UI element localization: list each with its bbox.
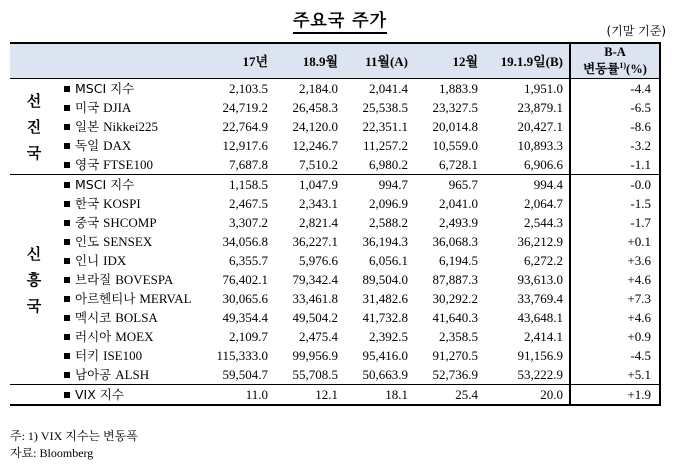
change-header-label: 변동률 <box>583 62 620 77</box>
value-cell: 43,648.1 <box>517 310 563 325</box>
value-cell: 91,156.9 <box>517 348 563 363</box>
value-cell: 33,461.8 <box>292 291 338 306</box>
bullet-icon <box>64 353 70 359</box>
source-note: 자료: Bloomberg <box>10 446 94 460</box>
value-cell: 6,056.1 <box>369 253 408 268</box>
value-cell: 93,613.0 <box>517 272 563 287</box>
index-ticker: SHCOMP <box>103 215 157 230</box>
value-cell: 24,120.0 <box>292 119 338 134</box>
index-name <box>58 175 204 195</box>
bullet-icon <box>64 258 70 264</box>
value-cell: 34,056.8 <box>222 234 268 249</box>
bullet-icon <box>64 392 70 398</box>
bullet-icon <box>64 315 70 321</box>
value-cell: 2,103.5 <box>229 81 268 96</box>
index-ticker: IDX <box>103 253 127 268</box>
index-name <box>58 232 204 251</box>
index-country: 일본 <box>75 119 104 134</box>
value-cell: 2,064.7 <box>524 196 563 211</box>
index-name <box>58 136 204 155</box>
col-header-11-a: 11월(A) <box>344 43 414 79</box>
index-country: 인도 <box>75 234 104 249</box>
change-cell: -4.5 <box>570 346 660 365</box>
col-header-change <box>570 43 660 79</box>
value-cell: 6,728.1 <box>439 157 478 172</box>
value-cell: 2,109.7 <box>229 329 268 344</box>
page-title <box>0 6 680 31</box>
table-row <box>10 308 660 327</box>
value-cell: 12.1 <box>274 385 344 406</box>
value-cell: 965.7 <box>414 175 484 195</box>
value-cell: 23,327.5 <box>432 100 478 115</box>
change-cell: -1.5 <box>570 194 660 213</box>
value-cell: 49,504.2 <box>292 310 338 325</box>
index-name <box>58 155 204 175</box>
index-ticker: SENSEX <box>103 234 153 249</box>
table-row <box>10 365 660 385</box>
value-cell: 87,887.3 <box>432 272 478 287</box>
value-cell: 115,333.0 <box>216 348 268 363</box>
col-header-18-9: 18.9월 <box>274 43 344 79</box>
value-cell: 20,427.1 <box>517 119 563 134</box>
table-row <box>10 117 660 136</box>
change-cell: -3.2 <box>570 136 660 155</box>
value-cell: 55,708.5 <box>292 367 338 382</box>
value-cell: 24,719.2 <box>222 100 268 115</box>
change-cell: +1.9 <box>570 385 660 406</box>
change-cell: +3.6 <box>570 251 660 270</box>
index-country: 아르헨티나 <box>75 291 140 306</box>
group-label-text: 선진국 <box>26 91 42 162</box>
table-row <box>10 194 660 213</box>
index-name <box>58 346 204 365</box>
value-cell: 2,096.9 <box>369 196 408 211</box>
index-country: 중국 <box>75 215 104 230</box>
value-cell: 994.7 <box>344 175 414 195</box>
change-cell: +7.3 <box>570 289 660 308</box>
value-cell: 89,504.0 <box>362 272 408 287</box>
index-name <box>58 213 204 232</box>
change-header-sup: 1) <box>619 61 627 71</box>
change-header-line1: B-A <box>604 45 626 60</box>
group-label-blank <box>10 385 58 406</box>
value-cell: 36,068.3 <box>432 234 478 249</box>
table-row <box>10 385 660 406</box>
index-ticker: ALSH <box>115 367 150 382</box>
index-country: 브라질 <box>75 272 116 287</box>
value-cell: 5,976.6 <box>299 253 338 268</box>
group-label-advanced <box>10 79 58 175</box>
table-row <box>10 327 660 346</box>
value-cell: 31,482.6 <box>362 291 408 306</box>
value-cell: 36,227.1 <box>292 234 338 249</box>
index-country: 영국 <box>75 157 104 172</box>
index-name <box>58 98 204 117</box>
table-row <box>10 136 660 155</box>
value-cell: 23,879.1 <box>517 100 563 115</box>
value-cell: 33,769.4 <box>517 291 563 306</box>
value-cell: 12,246.7 <box>292 138 338 153</box>
value-cell: 10,559.0 <box>432 138 478 153</box>
value-cell: 25,538.5 <box>362 100 408 115</box>
change-header-unit: (%) <box>626 62 647 77</box>
index-ticker: KOSPI <box>103 196 141 211</box>
value-cell: 25.4 <box>414 385 484 406</box>
index-ticker: ISE100 <box>103 348 143 363</box>
index-ticker: DAX <box>103 138 132 153</box>
bullet-icon <box>64 105 70 111</box>
change-cell: +4.6 <box>570 270 660 289</box>
value-cell: 3,307.2 <box>229 215 268 230</box>
value-cell: 41,640.3 <box>432 310 478 325</box>
col-header-19-1-9-b: 19.1.9일(B) <box>484 43 570 79</box>
change-cell: -6.5 <box>570 98 660 117</box>
table-row <box>10 251 660 270</box>
value-cell: 2,041.0 <box>439 196 478 211</box>
index-ticker: BOLSA <box>115 310 158 325</box>
value-cell: 79,342.4 <box>292 272 338 287</box>
value-cell: 6,272.2 <box>524 253 563 268</box>
value-cell: 2,041.4 <box>369 81 408 96</box>
bullet-icon <box>64 296 70 302</box>
index-country: MSCI 지수 <box>75 177 135 192</box>
value-cell: 18.1 <box>344 385 414 406</box>
col-header-12: 12월 <box>414 43 484 79</box>
index-name <box>58 385 204 406</box>
index-country: 인니 <box>75 253 104 268</box>
value-cell: 2,343.1 <box>299 196 338 211</box>
value-cell: 1,158.5 <box>204 175 274 195</box>
change-cell: +0.9 <box>570 327 660 346</box>
value-cell: 2,467.5 <box>229 196 268 211</box>
index-name <box>58 79 204 99</box>
table-row <box>10 289 660 308</box>
bullet-icon <box>64 143 70 149</box>
index-country: VIX 지수 <box>75 387 124 402</box>
value-cell: 7,510.2 <box>299 157 338 172</box>
value-cell: 52,736.9 <box>432 367 478 382</box>
value-cell: 95,416.0 <box>362 348 408 363</box>
value-cell: 22,764.9 <box>222 119 268 134</box>
col-header-17: 17년 <box>204 43 274 79</box>
index-name <box>58 251 204 270</box>
table-row <box>10 270 660 289</box>
value-cell: 11.0 <box>204 385 274 406</box>
value-cell: 10,893.3 <box>517 138 563 153</box>
value-cell: 41,732.8 <box>362 310 408 325</box>
footnote-1: 주: 1) VIX 지수는 변동폭 <box>10 429 138 443</box>
value-cell: 22,351.1 <box>362 119 408 134</box>
index-name <box>58 270 204 289</box>
basis-note: (기말 기준) <box>606 24 666 38</box>
index-name <box>58 117 204 136</box>
footnotes <box>10 428 138 462</box>
index-country: 러시아 <box>75 329 116 344</box>
bullet-icon <box>64 201 70 207</box>
index-ticker: MOEX <box>115 329 154 344</box>
index-country: 미국 <box>75 100 104 115</box>
value-cell: 59,504.7 <box>222 367 268 382</box>
group-label-text: 신흥국 <box>26 244 42 315</box>
bullet-icon <box>64 86 70 92</box>
value-cell: 2,392.5 <box>369 329 408 344</box>
value-cell: 36,194.3 <box>362 234 408 249</box>
value-cell: 6,906.6 <box>524 157 563 172</box>
table-row <box>10 155 660 175</box>
value-cell: 2,493.9 <box>439 215 478 230</box>
index-ticker: BOVESPA <box>115 272 174 287</box>
index-name <box>58 289 204 308</box>
bullet-icon <box>64 220 70 226</box>
value-cell: 1,047.9 <box>274 175 344 195</box>
index-name <box>58 365 204 385</box>
value-cell: 76,402.1 <box>222 272 268 287</box>
index-country: MSCI 지수 <box>75 81 135 96</box>
change-cell: -0.0 <box>570 175 660 195</box>
value-cell: 2,414.1 <box>524 329 563 344</box>
index-country: 멕시코 <box>75 310 116 325</box>
index-country: 남아공 <box>75 367 116 382</box>
table-row <box>10 346 660 365</box>
index-ticker: FTSE100 <box>103 157 153 172</box>
index-name <box>58 327 204 346</box>
index-name <box>58 308 204 327</box>
value-cell: 7,687.8 <box>229 157 268 172</box>
value-cell: 30,292.2 <box>432 291 478 306</box>
title-text: 주요국 주가 <box>293 11 387 34</box>
index-country: 한국 <box>75 196 104 211</box>
value-cell: 53,222.9 <box>517 367 563 382</box>
value-cell: 1,951.0 <box>524 81 563 96</box>
change-cell: -4.4 <box>570 79 660 99</box>
group-label-emerging <box>10 175 58 385</box>
value-cell: 11,257.2 <box>362 138 408 153</box>
change-cell: +0.1 <box>570 232 660 251</box>
bullet-icon <box>64 334 70 340</box>
header-blank <box>10 43 204 79</box>
value-cell: 49,354.4 <box>222 310 268 325</box>
value-cell: 6,355.7 <box>229 253 268 268</box>
value-cell: 6,194.5 <box>439 253 478 268</box>
value-cell: 2,821.4 <box>299 215 338 230</box>
value-cell: 6,980.2 <box>369 157 408 172</box>
value-cell: 26,458.3 <box>292 100 338 115</box>
index-name <box>58 194 204 213</box>
bullet-icon <box>64 372 70 378</box>
table-row <box>10 98 660 117</box>
bullet-icon <box>64 182 70 188</box>
index-ticker: MERVAL <box>139 291 192 306</box>
value-cell: 12,917.6 <box>222 138 268 153</box>
table-row <box>10 232 660 251</box>
change-header-line2 <box>571 59 659 76</box>
value-cell: 994.4 <box>484 175 570 195</box>
change-cell: -1.1 <box>570 155 660 175</box>
value-cell: 50,663.9 <box>362 367 408 382</box>
index-country: 독일 <box>75 138 104 153</box>
value-cell: 1,883.9 <box>439 81 478 96</box>
change-cell: -8.6 <box>570 117 660 136</box>
change-cell: -1.7 <box>570 213 660 232</box>
bullet-icon <box>64 162 70 168</box>
change-cell: +5.1 <box>570 365 660 385</box>
table-row <box>10 79 660 99</box>
value-cell: 99,956.9 <box>292 348 338 363</box>
value-cell: 2,358.5 <box>439 329 478 344</box>
header-row <box>10 43 660 79</box>
value-cell: 30,065.6 <box>222 291 268 306</box>
value-cell: 2,184.0 <box>299 81 338 96</box>
stock-index-table <box>10 42 661 406</box>
bullet-icon <box>64 277 70 283</box>
value-cell: 2,475.4 <box>299 329 338 344</box>
value-cell: 2,588.2 <box>369 215 408 230</box>
bullet-icon <box>64 124 70 130</box>
value-cell: 20.0 <box>484 385 570 406</box>
index-country: 터키 <box>75 348 104 363</box>
bullet-icon <box>64 239 70 245</box>
value-cell: 36,212.9 <box>517 234 563 249</box>
index-ticker: Nikkei225 <box>103 119 159 134</box>
value-cell: 20,014.8 <box>432 119 478 134</box>
table-row <box>10 175 660 195</box>
change-cell: +4.6 <box>570 308 660 327</box>
value-cell: 2,544.3 <box>524 215 563 230</box>
value-cell: 91,270.5 <box>432 348 478 363</box>
index-ticker: DJIA <box>103 100 132 115</box>
table-row <box>10 213 660 232</box>
